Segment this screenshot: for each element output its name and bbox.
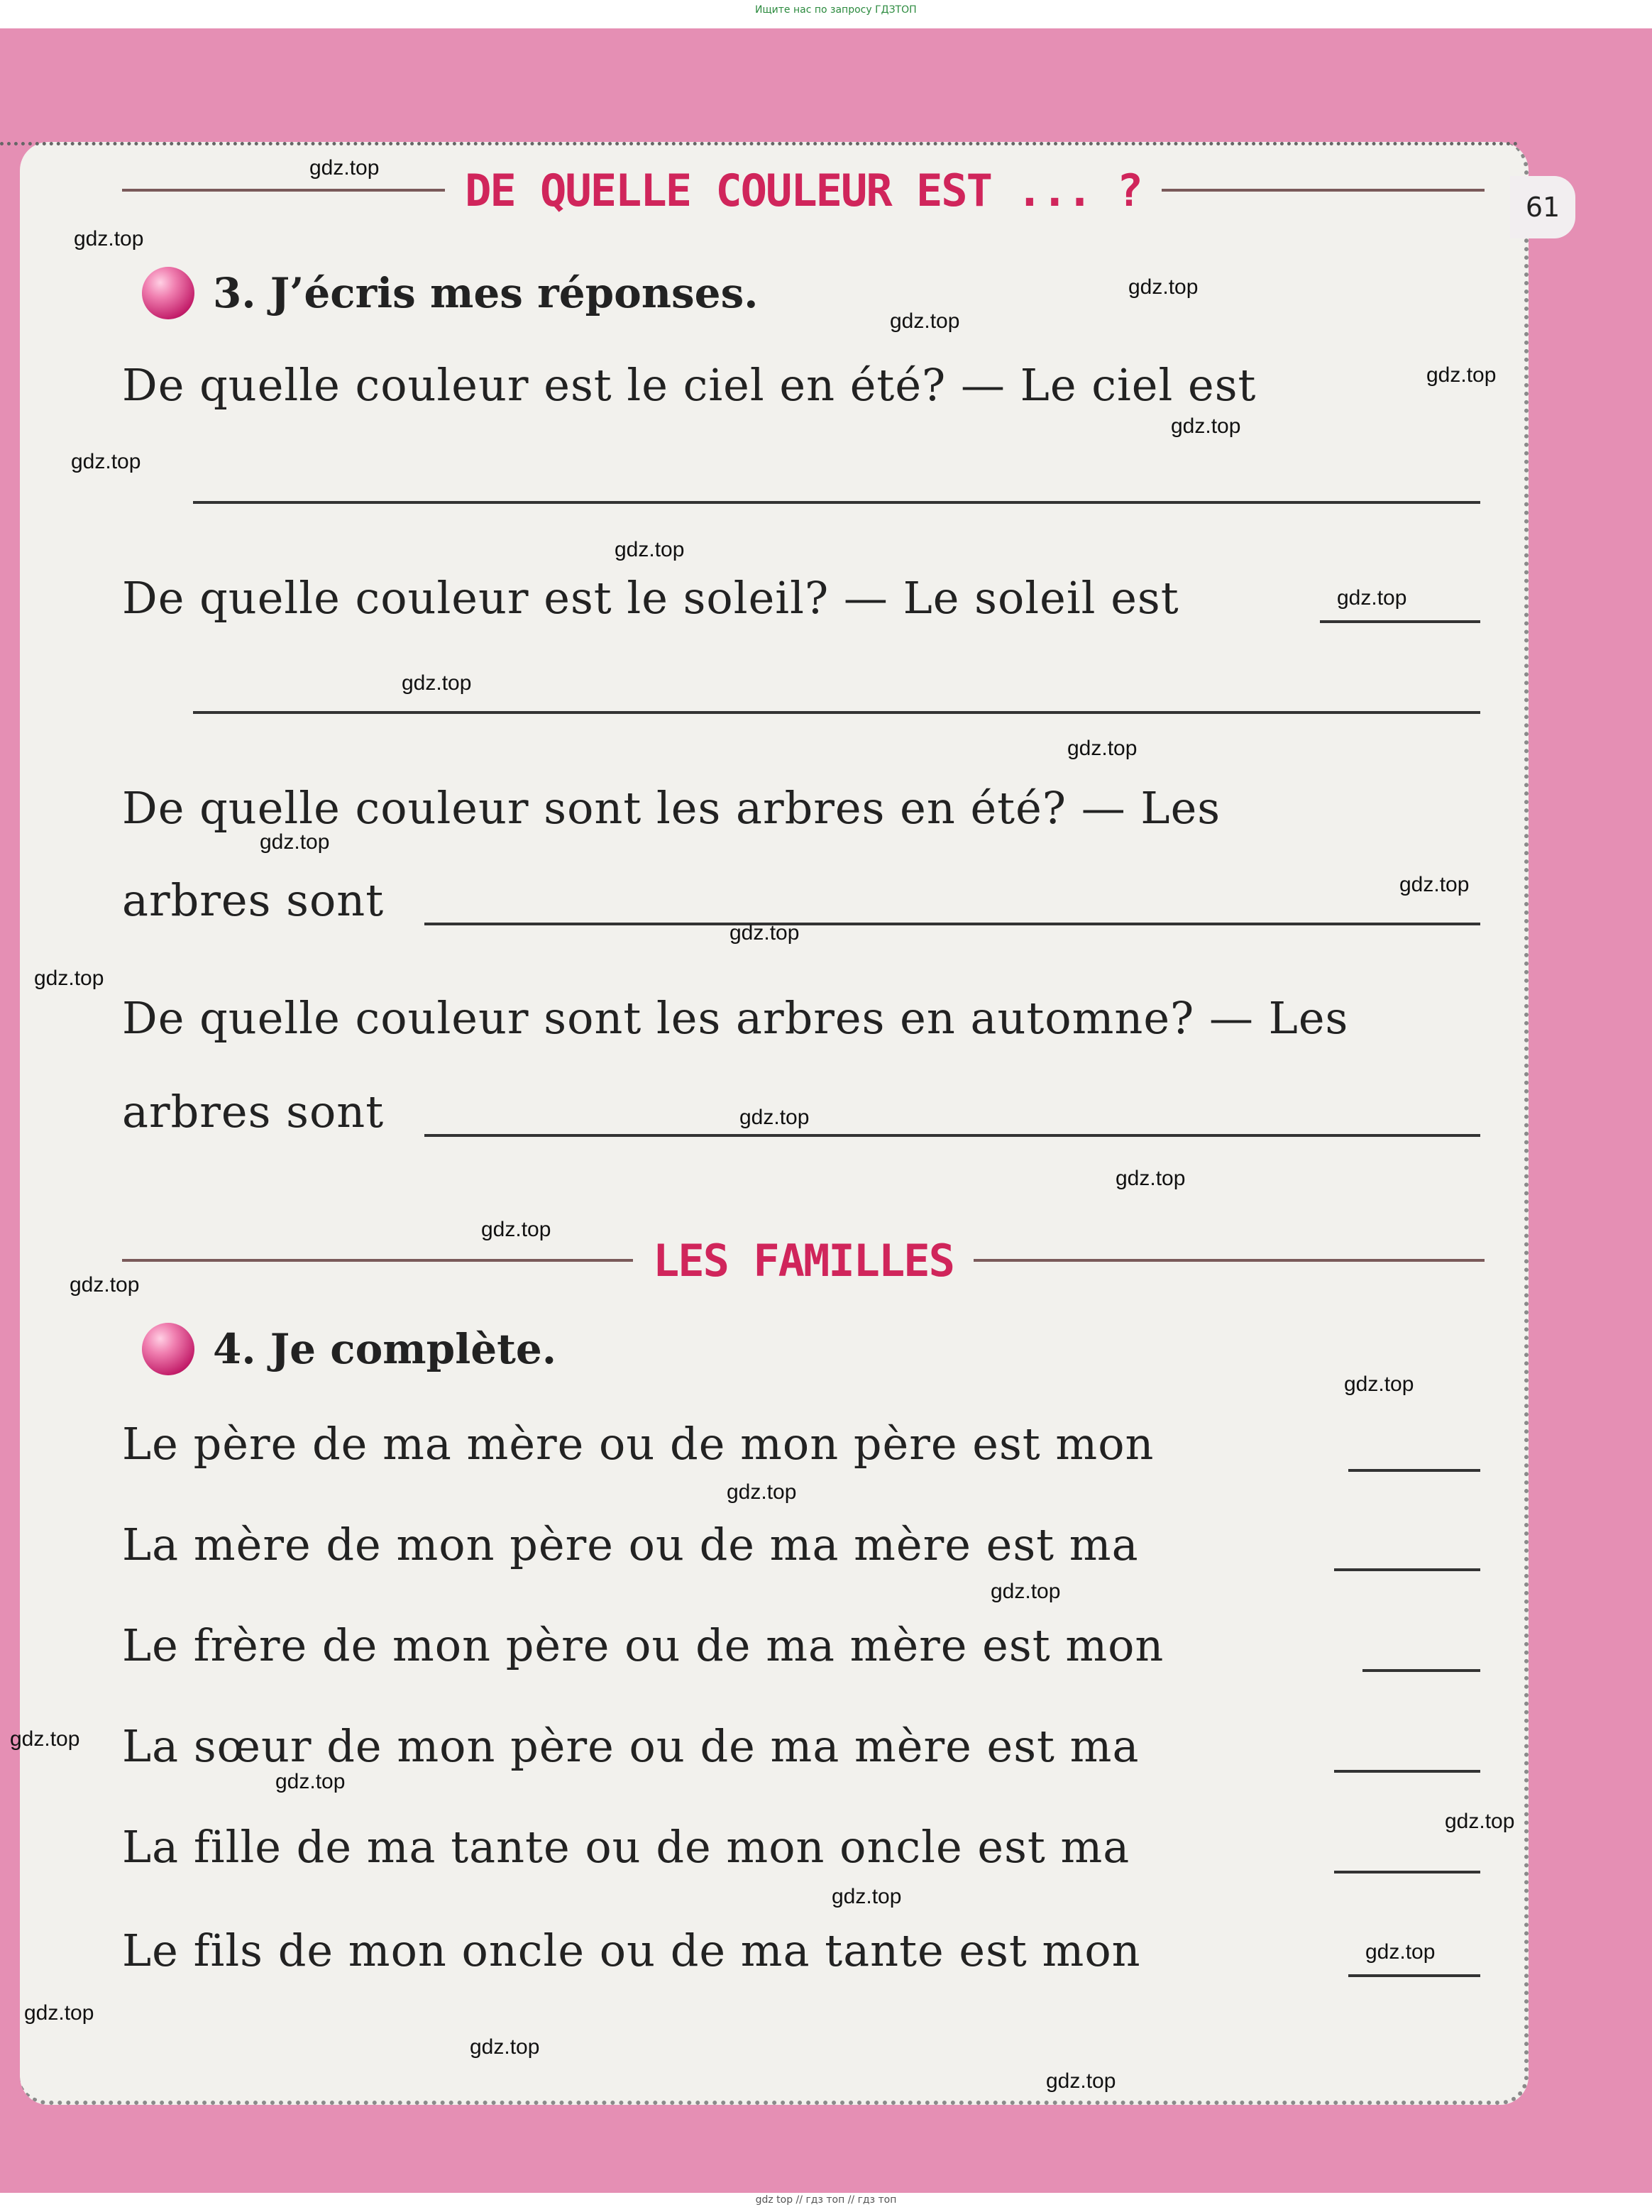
watermark: gdz.top — [1344, 1372, 1414, 1396]
answer-blank-ex3-2b[interactable] — [193, 711, 1480, 714]
watermark: gdz.top — [1128, 275, 1199, 299]
watermark: gdz.top — [70, 1273, 140, 1297]
dotted-top-border — [0, 142, 1519, 145]
section-title-families: LES FAMILLES — [653, 1234, 954, 1287]
watermark: gdz.top — [74, 227, 144, 251]
section-title-colors: DE QUELLE COULEUR EST ... ? — [465, 164, 1142, 216]
ex4-line-2: La mère de mon père ou de ma mère est ma — [122, 1519, 1139, 1570]
answer-blank-ex4-2[interactable] — [1334, 1568, 1480, 1571]
header-rule-left — [122, 189, 445, 192]
watermark: gdz.top — [615, 538, 685, 561]
exercise-4-heading — [142, 1323, 556, 1375]
watermark: gdz.top — [832, 1885, 902, 1908]
watermark: gdz.top — [1171, 414, 1241, 438]
top-search-note: Ищите нас по запросу ГДЗТОП — [755, 4, 917, 16]
ex3-line-2: De quelle couleur est le soleil? — Le soleil est — [122, 572, 1179, 624]
watermark: gdz.top — [24, 2001, 94, 2025]
header-rule-left — [122, 1259, 633, 1262]
footer-note: gdz top // гдз топ // гдз топ — [755, 2194, 897, 2206]
ex4-line-4: La sœur de mon père ou de ma mère est ma — [122, 1720, 1140, 1772]
ex3-line-1: De quelle couleur est le ciel en été? — Le ciel est — [122, 359, 1257, 411]
ex3-line-3: De quelle couleur sont les arbres en été? — Les — [122, 782, 1221, 834]
ex4-line-1: Le père de ma mère ou de mon père est mon — [122, 1418, 1155, 1470]
ex4-line-3: Le frère de mon père ou de ma mère est mon — [122, 1619, 1164, 1671]
watermark: gdz.top — [402, 671, 472, 695]
answer-blank-ex3-1[interactable] — [193, 501, 1480, 504]
ex3-line-6: arbres sont — [122, 1086, 385, 1138]
watermark: gdz.top — [470, 2035, 540, 2059]
answer-blank-ex3-3[interactable] — [424, 923, 1480, 925]
pink-bullet-icon — [142, 1323, 194, 1375]
answer-blank-ex4-4[interactable] — [1334, 1770, 1480, 1773]
section-header-families — [122, 1232, 1485, 1289]
header-rule-right — [974, 1259, 1485, 1262]
watermark: gdz.top — [71, 450, 141, 473]
watermark: gdz.top — [1365, 1940, 1436, 1964]
ex3-line-5: De quelle couleur sont les arbres en automne? — Les — [122, 992, 1349, 1044]
answer-blank-ex3-4[interactable] — [424, 1134, 1480, 1137]
ex4-line-5: La fille de ma tante ou de mon oncle est ma — [122, 1821, 1130, 1873]
answer-blank-ex4-3[interactable] — [1362, 1669, 1480, 1672]
watermark: gdz.top — [1426, 363, 1497, 387]
watermark: gdz.top — [1337, 586, 1407, 610]
watermark: gdz.top — [1116, 1167, 1186, 1190]
answer-blank-ex3-2a[interactable] — [1320, 620, 1480, 623]
answer-blank-ex4-1[interactable] — [1348, 1469, 1480, 1472]
exercise-3-heading — [142, 267, 758, 319]
watermark: gdz.top — [275, 1770, 346, 1793]
page-number: 61 — [1510, 176, 1575, 238]
watermark: gdz.top — [260, 830, 330, 854]
ex4-line-6: Le fils de mon oncle ou de ma tante est mon — [122, 1925, 1141, 1976]
watermark: gdz.top — [1399, 873, 1470, 896]
watermark: gdz.top — [10, 1727, 80, 1751]
watermark: gdz.top — [991, 1580, 1061, 1603]
watermark: gdz.top — [739, 1106, 810, 1129]
header-rule-right — [1162, 189, 1485, 192]
watermark: gdz.top — [727, 1480, 797, 1504]
watermark: gdz.top — [890, 309, 960, 333]
watermark: gdz.top — [1445, 1810, 1515, 1833]
pink-bullet-icon — [142, 267, 194, 319]
watermark: gdz.top — [1046, 2069, 1116, 2093]
answer-blank-ex4-5[interactable] — [1334, 1871, 1480, 1873]
watermark: gdz.top — [729, 921, 800, 945]
exercise-4-title: 4. Je complète. — [213, 1325, 557, 1373]
ex3-line-4: arbres sont — [122, 874, 385, 926]
exercise-3-title: 3. J’écris mes réponses. — [213, 269, 759, 317]
watermark: gdz.top — [309, 156, 380, 180]
watermark: gdz.top — [34, 967, 104, 990]
answer-blank-ex4-6[interactable] — [1348, 1974, 1480, 1977]
watermark: gdz.top — [481, 1218, 551, 1241]
watermark: gdz.top — [1067, 737, 1138, 760]
